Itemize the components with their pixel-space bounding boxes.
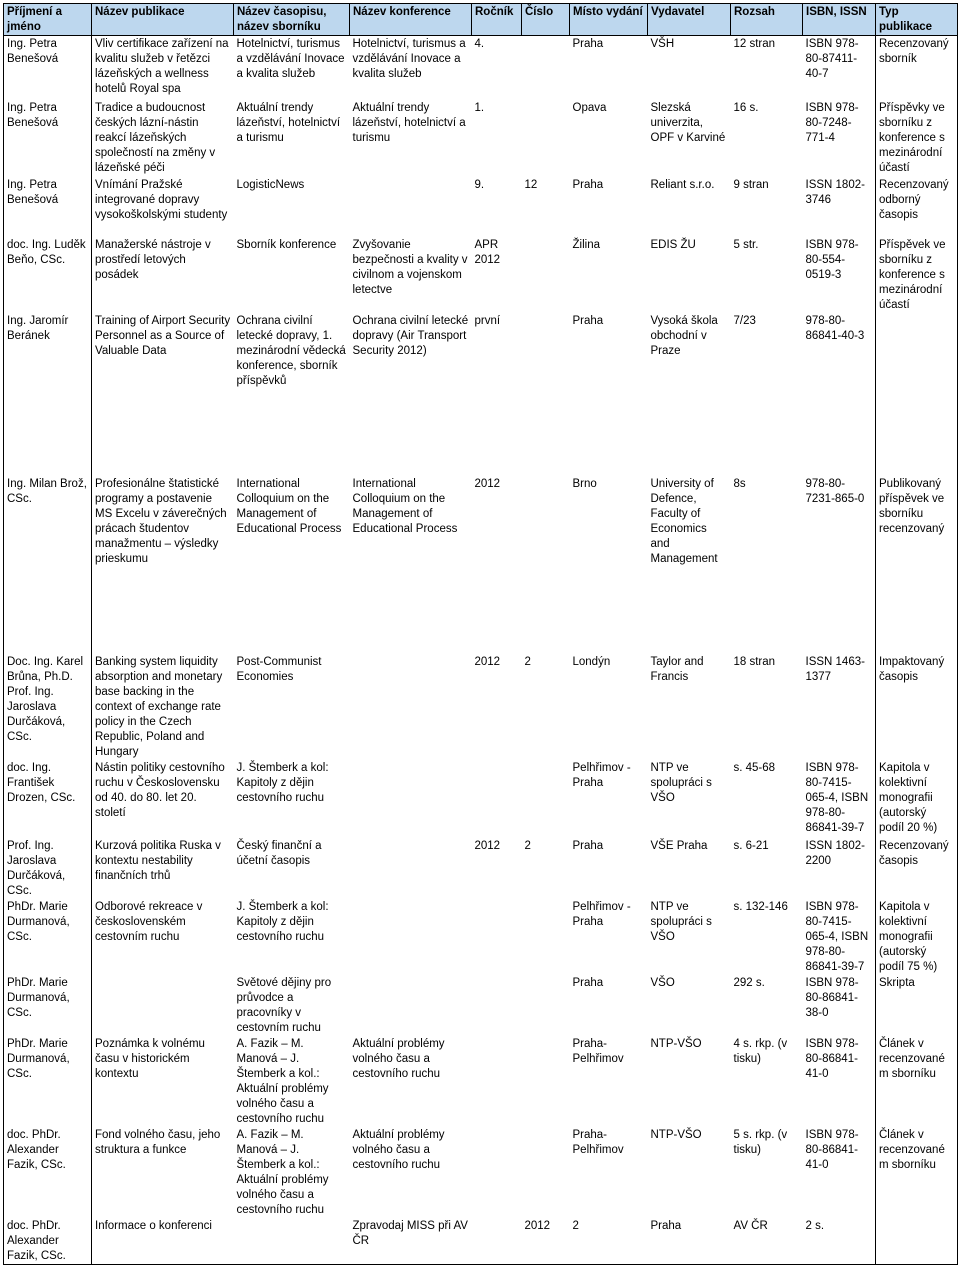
header-journal: Název časopisu, název sborníku	[234, 4, 350, 36]
table-row	[4, 1127, 958, 1218]
cell-journal: J. Štemberk a kol: Kapitoly z dějin cestovního ruchu	[236, 761, 329, 804]
cell-number: 2	[524, 655, 531, 668]
cell-author: Ing. Jaromír Beránek	[4, 313, 92, 476]
cell-volume: 9.	[474, 178, 485, 191]
cell-isbn: ISSN 1463-1377	[805, 655, 865, 683]
cell-isbn: 978-80-7231-865-0	[805, 477, 865, 505]
cell-journal	[234, 1218, 350, 1265]
cell-type: Kapitola v kolektivní monografii (autorský podíl 20 %)	[876, 760, 958, 838]
cell-isbn: ISBN 978-80-7415-065-4, ISBN 978-80-86841-39-7	[805, 900, 869, 973]
cell-extent: 5 s. rkp. (v tisku)	[733, 1128, 788, 1156]
cell-type: Recenzovaný časopis	[876, 838, 958, 899]
cell-volume: 4.	[474, 38, 485, 50]
cell-isbn: ISBN 978-80-7248-771-4	[805, 101, 859, 144]
cell-type: Publikovaný příspěvek ve sborníku recenzovaný	[876, 476, 958, 654]
cell-author: doc. PhDr. Alexander Fazik, CSc.	[4, 1127, 92, 1218]
cell-extent: 16 s.	[733, 101, 759, 114]
cell-isbn: ISBN 978-80-7415-065-4, ISBN 978-80-86841-39-7	[805, 761, 869, 834]
cell-extent: 8s	[733, 477, 746, 490]
cell-place: Praha-Pelhřimov	[572, 1037, 624, 1065]
cell-journal: Ochrana civilní letecké dopravy, 1. mezinárodní vědecká konference, sborník příspěvků	[236, 314, 346, 387]
cell-conference	[350, 760, 472, 838]
cell-place: Brno	[572, 477, 597, 490]
cell-type: Článek v recenzované m sborníku	[876, 1036, 958, 1127]
cell-author: Ing. Petra Benešová	[4, 177, 92, 237]
cell-place: Londýn	[572, 655, 611, 668]
cell-volume	[472, 1127, 522, 1218]
cell-place: Praha	[572, 839, 604, 852]
cell-publisher: VŠE Praha	[650, 839, 708, 852]
cell-isbn: ISSN 1802-2200	[805, 839, 865, 867]
header-publisher: Vydavatel	[648, 4, 731, 36]
cell-journal: Sborník konference	[236, 238, 337, 251]
cell-volume	[472, 1218, 522, 1265]
table-row	[4, 100, 958, 177]
cell-conference	[350, 838, 472, 899]
cell-place: Opava	[572, 101, 607, 114]
cell-number	[522, 237, 570, 313]
cell-title: Nástin politiky cestovního ruchu v Československu od 40. do 80. let 20. století	[92, 760, 234, 838]
cell-place: 2	[570, 1218, 648, 1265]
table-row	[4, 760, 958, 838]
table-row	[4, 1218, 958, 1265]
cell-volume	[472, 760, 522, 838]
cell-publisher: VŠO	[650, 976, 675, 989]
cell-conference: Aktuální problémy volného času a cestovního ruchu	[352, 1037, 445, 1080]
cell-place: Praha	[572, 314, 604, 327]
cell-conference	[350, 899, 472, 975]
cell-title: Kurzová politika Ruska v kontextu nestability finančních trhů	[92, 838, 234, 899]
header-conference: Název konference	[350, 4, 472, 36]
cell-publisher: Vysoká škola obchodní v Praze	[650, 314, 718, 357]
cell-conference: Ochrana civilní letecké dopravy (Air Transport Security 2012)	[352, 314, 469, 357]
cell-publisher: NTP ve spolupráci s VŠO	[650, 761, 712, 804]
cell-type: Příspěvek ve sborníku z konference s mezinárodní účastí	[876, 237, 958, 313]
cell-type	[876, 313, 958, 476]
table-row	[4, 899, 958, 975]
cell-extent: 9 stran	[733, 178, 769, 191]
cell-number: 12	[524, 178, 538, 191]
cell-journal: Hotelnictví, turismus a vzdělávání Inovace a kvalita služeb	[236, 38, 345, 80]
cell-type: Příspěvky ve sborníku z konference s mezinárodní účastí	[876, 100, 958, 177]
cell-author: Ing. Petra Benešová	[4, 36, 92, 100]
cell-place: Praha	[572, 976, 604, 989]
cell-author: doc. Ing. Luděk Beňo, CSc.	[4, 237, 92, 313]
cell-isbn: ISBN 978-80-554-0519-3	[805, 238, 859, 281]
cell-isbn: ISBN 978-80-86841-41-0	[805, 1128, 859, 1171]
cell-volume: první	[474, 314, 501, 327]
cell-volume: 1.	[474, 101, 485, 114]
cell-number: 2	[524, 839, 531, 852]
header-row	[4, 4, 958, 36]
cell-volume: 2012	[474, 839, 501, 852]
cell-journal: International Colloquium on the Management of Educational Process	[236, 477, 342, 535]
cell-number	[522, 899, 570, 975]
cell-conference: Hotelnictví, turismus a vzdělávání Inovace a kvalita služeb	[352, 38, 466, 80]
cell-publisher: EDIS ŽU	[650, 238, 696, 251]
cell-journal: Post-Communist Economies	[236, 655, 322, 683]
cell-publisher: NTP ve spolupráci s VŠO	[650, 900, 712, 943]
cell-volume: APR 2012	[474, 238, 501, 266]
cell-title	[92, 975, 234, 1036]
cell-number	[522, 1036, 570, 1127]
cell-extent: 4 s. rkp. (v tisku)	[733, 1037, 788, 1065]
cell-title: Informace o konferenci	[92, 1218, 234, 1265]
cell-author: doc. PhDr. Alexander Fazik, CSc.	[4, 1218, 92, 1265]
cell-volume: 2012	[474, 655, 501, 668]
cell-volume	[472, 975, 522, 1036]
cell-author: Doc. Ing. Karel Brůna, Ph.D. Prof. Ing. Jaroslava Durčáková, CSc.	[4, 654, 92, 760]
header-extent: Rozsah	[731, 4, 803, 36]
cell-conference	[350, 975, 472, 1036]
cell-place: Pelhřimov - Praha	[572, 761, 631, 789]
cell-number	[522, 36, 570, 100]
cell-publisher: NTP-VŠO	[650, 1128, 702, 1141]
cell-title: Poznámka k volnému času v historickém kontextu	[92, 1036, 234, 1127]
cell-place: Praha	[572, 178, 604, 191]
cell-title: Vliv certifikace zařízení na kvalitu služeb v řetězci lázeňských a wellness hotelů Royal spa	[92, 36, 234, 100]
cell-publisher: Slezská univerzita, OPF v Karviné	[650, 101, 726, 144]
cell-journal: Aktuální trendy lázeňství, hotelnictví a turismu	[236, 101, 341, 144]
cell-journal: Český finanční a účetní časopis	[236, 839, 322, 867]
cell-title: Banking system liquidity absorption and monetary base backing in the context of exchange rate policy in the Czech Republic, Poland and Hungary	[92, 654, 234, 760]
cell-place: Pelhřimov - Praha	[572, 900, 631, 928]
header-number: Číslo	[522, 4, 570, 36]
cell-publisher: NTP-VŠO	[650, 1037, 702, 1050]
cell-type: Recenzovaný odborný časopis	[876, 177, 958, 237]
cell-type: Článek v recenzované m sborníku	[876, 1127, 958, 1218]
cell-extent: 18 stran	[733, 655, 776, 668]
cell-publisher: Reliant s.r.o.	[650, 178, 715, 191]
table-row	[4, 975, 958, 1036]
header-place: Místo vydání	[570, 4, 648, 36]
cell-conference: Zpravodaj MISS při AV ČR	[350, 1218, 472, 1265]
cell-author: Ing. Milan Brož, CSc.	[4, 476, 92, 654]
table-row	[4, 237, 958, 313]
header-title: Název publikace	[92, 4, 234, 36]
cell-number	[522, 1127, 570, 1218]
cell-title: Training of Airport Security Personnel as a Source of Valuable Data	[92, 313, 234, 476]
cell-type: Recenzovaný sborník	[876, 36, 958, 100]
header-isbn: ISBN, ISSN	[803, 4, 876, 36]
cell-extent: AV ČR	[731, 1218, 803, 1265]
cell-journal: LogisticNews	[236, 178, 305, 191]
cell-title: Tradice a budoucnost českých lázní-nástin reakcí lázeňských společností na změny v lázeňské péči	[92, 100, 234, 177]
cell-author: Prof. Ing. Jaroslava Durčáková, CSc.	[4, 838, 92, 899]
cell-extent: 5 str.	[733, 238, 759, 251]
cell-title: Odborové rekreace v československém cestovním ruchu	[92, 899, 234, 975]
cell-number	[522, 476, 570, 654]
cell-journal: A. Fazik – M. Manová – J. Štemberk a kol.: Aktuální problémy volného času a cestovního ruchu	[236, 1037, 329, 1125]
cell-volume	[472, 899, 522, 975]
cell-author: doc. Ing. František Drozen, CSc.	[4, 760, 92, 838]
cell-extent: s. 45-68	[733, 761, 776, 774]
cell-title: Vnímání Pražské integrované dopravy vysokoškolskými studenty	[92, 177, 234, 237]
cell-place: Žilina	[572, 238, 600, 251]
cell-isbn: ISBN 978-80-87411-40-7	[805, 38, 859, 80]
cell-number	[522, 100, 570, 177]
cell-journal: J. Štemberk a kol: Kapitoly z dějin cestovního ruchu	[236, 900, 329, 943]
cell-number	[522, 975, 570, 1036]
cell-publisher: University of Defence, Faculty of Economics and Management	[650, 477, 718, 565]
cell-type: Skripta	[876, 975, 958, 1036]
cell-journal: Světové dějiny pro průvodce a pracovníky v cestovním ruchu	[236, 976, 332, 1034]
table-row	[4, 838, 958, 899]
cell-publisher: Praha	[648, 1218, 731, 1265]
cell-extent: 7/23	[733, 314, 756, 327]
table-row	[4, 313, 958, 476]
cell-publisher: VŠH	[650, 38, 675, 50]
cell-isbn: ISBN 978-80-86841-38-0	[805, 976, 859, 1019]
cell-type: Kapitola v kolektivní monografii (autorský podíl 75 %)	[876, 899, 958, 975]
cell-extent: 292 s.	[733, 976, 765, 989]
cell-journal: A. Fazik – M. Manová – J. Štemberk a kol.: Aktuální problémy volného času a cestovního ruchu	[236, 1128, 329, 1216]
cell-title: Manažerské nástroje v prostředí letových posádek	[92, 237, 234, 313]
cell-conference: International Colloquium on the Management of Educational Process	[352, 477, 458, 535]
cell-extent: s. 6-21	[733, 839, 769, 852]
table-row	[4, 1036, 958, 1127]
cell-conference: Zvyšovanie bezpečnosti a kvality v civilnom a vojenskom letectve	[352, 238, 468, 296]
cell-title: Fond volného času, jeho struktura a funkce	[92, 1127, 234, 1218]
cell-isbn: ISBN 978-80-86841-41-0	[805, 1037, 859, 1080]
header-volume: Ročník	[472, 4, 522, 36]
cell-number	[522, 313, 570, 476]
publications-table	[3, 3, 958, 1265]
header-type: Typ publikace	[876, 4, 958, 36]
cell-isbn: 2 s.	[803, 1218, 876, 1265]
cell-number	[522, 760, 570, 838]
cell-type	[876, 1218, 958, 1265]
table-row	[4, 654, 958, 760]
cell-author: PhDr. Marie Durmanová, CSc.	[4, 899, 92, 975]
cell-conference	[350, 177, 472, 237]
cell-number: 2012	[522, 1218, 570, 1265]
cell-place: Praha-Pelhřimov	[572, 1128, 624, 1156]
table-row	[4, 476, 958, 654]
cell-conference: Aktuální trendy lázeňství, hotelnictví a turismu	[352, 101, 466, 144]
cell-extent: s. 132-146	[733, 900, 788, 913]
cell-title: Profesionálne štatistické programy a postavenie MS Excelu v záverečných prácach študentov manažmentu – výsledky prieskumu	[92, 476, 234, 654]
cell-type: Impaktovaný časopis	[876, 654, 958, 760]
cell-conference: Aktuální problémy volného času a cestovního ruchu	[352, 1128, 445, 1171]
cell-isbn: 978-80-86841-40-3	[805, 314, 865, 342]
cell-isbn: ISSN 1802-3746	[805, 178, 865, 206]
header-author: Příjmení a jméno	[4, 4, 92, 36]
cell-author: Ing. Petra Benešová	[4, 100, 92, 177]
cell-author: PhDr. Marie Durmanová, CSc.	[4, 1036, 92, 1127]
cell-publisher: Taylor and Francis	[650, 655, 704, 683]
cell-author: PhDr. Marie Durmanová, CSc.	[4, 975, 92, 1036]
cell-volume	[472, 1036, 522, 1127]
cell-conference	[350, 654, 472, 760]
cell-extent: 12 stran	[733, 38, 776, 50]
table-row	[4, 177, 958, 237]
cell-place: Praha	[572, 38, 604, 50]
cell-volume: 2012	[474, 477, 501, 490]
table-row	[4, 36, 958, 100]
